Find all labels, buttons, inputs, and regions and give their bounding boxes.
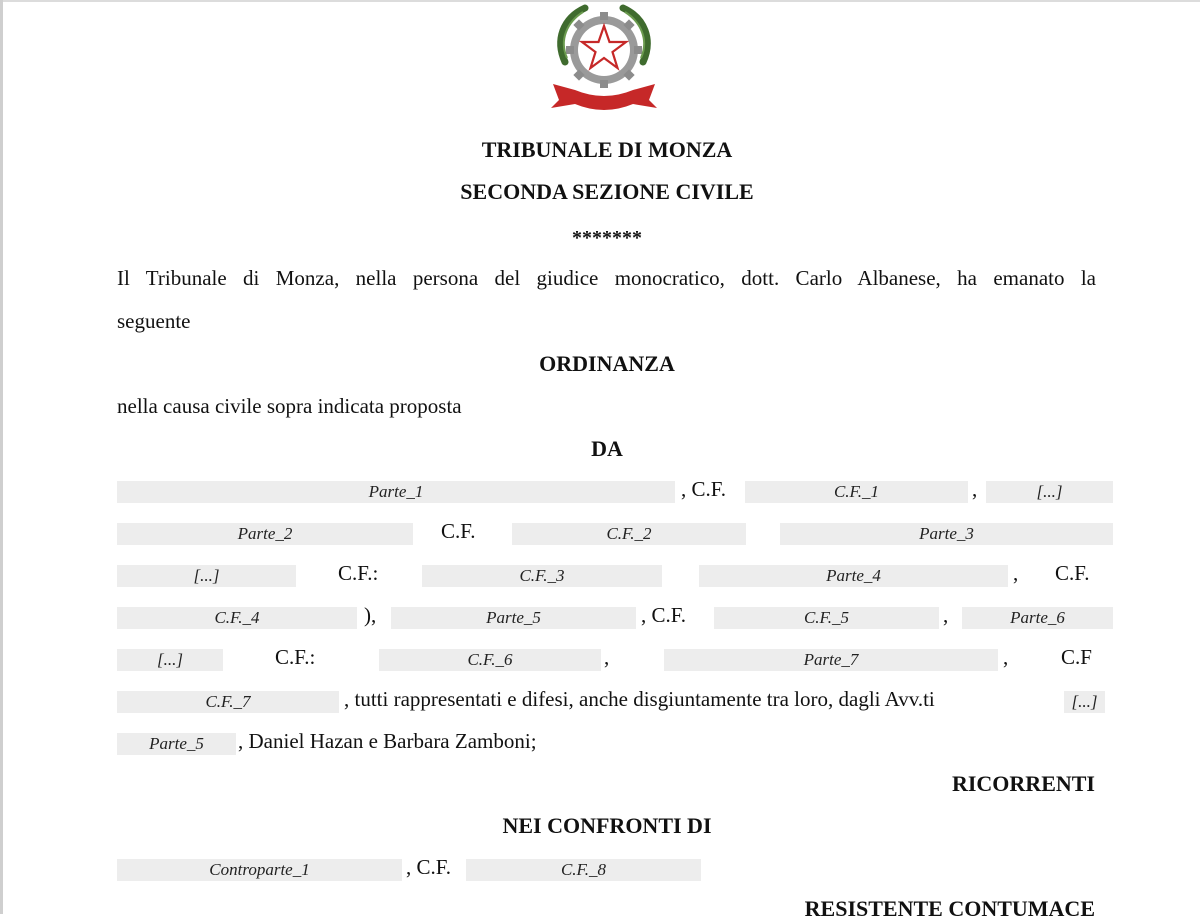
redaction-cf-4: C.F._4 xyxy=(117,607,357,629)
redaction-parte-3: Parte_3 xyxy=(780,523,1113,545)
lawyers-text: , tutti rappresentati e difesi, anche disgiuntamente tra loro, dagli Avv.ti xyxy=(344,687,935,711)
cf-label: , C.F. xyxy=(406,855,452,879)
redaction-parte-1: Parte_1 xyxy=(117,481,675,503)
redaction-parte-4: Parte_4 xyxy=(699,565,1008,587)
cf-label: C.F xyxy=(1061,645,1092,669)
cf-label: , C.F. xyxy=(681,477,727,501)
cf-label: C.F.: xyxy=(338,561,379,585)
comma: , xyxy=(972,477,978,501)
paren-comma: ), xyxy=(364,603,377,627)
redaction-cf-6: C.F._6 xyxy=(379,649,601,671)
italian-republic-emblem-icon xyxy=(545,0,663,118)
intro-line-2: seguente xyxy=(117,309,191,333)
redaction-omitted-2: [...] xyxy=(117,565,296,587)
intro-line-1: Il Tribunale di Monza, nella persona del giudice monocratico, dott. Carlo Albanese, ha emanato la xyxy=(117,266,1096,290)
redaction-parte-5: Parte_5 xyxy=(391,607,636,629)
redaction-parte-7: Parte_7 xyxy=(664,649,998,671)
against-heading: NEI CONFRONTI DI xyxy=(502,813,712,838)
comma: , xyxy=(1013,561,1019,585)
redaction-parte-2: Parte_2 xyxy=(117,523,413,545)
redaction-omitted-4: [...] xyxy=(1064,691,1105,713)
comma: , xyxy=(1003,645,1009,669)
comma: , xyxy=(943,603,949,627)
cf-label: C.F. xyxy=(1055,561,1090,585)
redaction-omitted-1: [...] xyxy=(986,481,1113,503)
redaction-cf-7: C.F._7 xyxy=(117,691,339,713)
redaction-omitted-3: [...] xyxy=(117,649,223,671)
court-name: TRIBUNALE DI MONZA xyxy=(481,137,733,162)
redaction-cf-1: C.F._1 xyxy=(745,481,968,503)
cf-label: C.F.: xyxy=(275,645,316,669)
redaction-parte-5b: Parte_5 xyxy=(117,733,236,755)
lawyer-names: , Daniel Hazan e Barbara Zamboni; xyxy=(238,729,537,753)
cause-line: nella causa civile sopra indicata proposta xyxy=(117,394,462,418)
resistente-label: RESISTENTE CONTUMACE xyxy=(804,896,1095,921)
redaction-parte-6: Parte_6 xyxy=(962,607,1113,629)
redaction-cf-8: C.F._8 xyxy=(466,859,701,881)
ricorrenti-label: RICORRENTI xyxy=(951,771,1095,796)
comma: , xyxy=(604,645,610,669)
separator: ******* xyxy=(572,227,642,249)
da-heading: DA xyxy=(591,436,623,461)
cf-label: C.F. xyxy=(441,519,476,543)
redaction-controparte-1: Controparte_1 xyxy=(117,859,402,881)
court-section: SECONDA SEZIONE CIVILE xyxy=(460,179,754,204)
redaction-cf-3: C.F._3 xyxy=(422,565,662,587)
document-title: ORDINANZA xyxy=(539,351,675,376)
redaction-cf-5: C.F._5 xyxy=(714,607,939,629)
redaction-cf-2: C.F._2 xyxy=(512,523,746,545)
cf-label: , C.F. xyxy=(641,603,687,627)
